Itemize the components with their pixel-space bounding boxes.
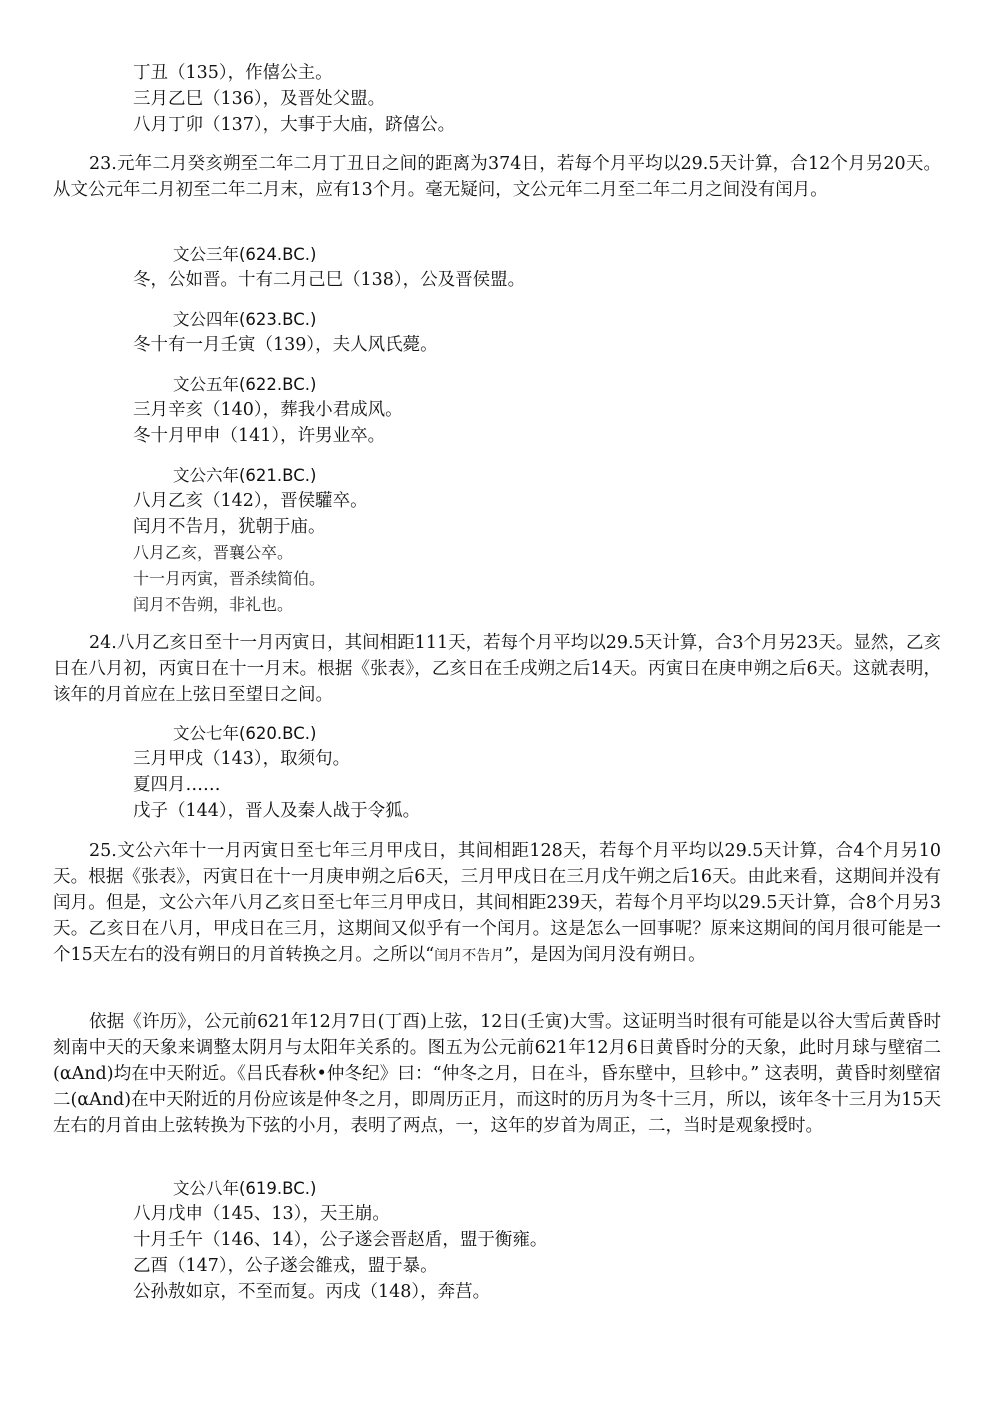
note-25-quote: 闰月不告月 — [434, 948, 505, 964]
text-line: 三月甲戌（143），取须句。 — [133, 749, 351, 769]
text-line: 八月戊申（145、13），天王崩。 — [133, 1204, 390, 1224]
text-line: 闰月不告月，犹朝于庙。 — [133, 517, 326, 537]
quote-line: 十一月丙寅，晋杀续简伯。 — [133, 569, 326, 588]
note-25-main: 25.文公六年十一月丙寅日至七年三月甲戌日，其间相距128天，若每个月平均以29.5天计算，合4个月另10天。根据《张表》，丙寅日在十一月庚申朔之后6天，三月甲戌日在三月戊午朔之后16天。由此来看，这期间并没有闰月。但是，文公六年八月乙亥日至七年三月甲戌日，其间相距239天，若每个月平均以29.5天计算，合8个月另3天。乙亥日在八月，甲戌日在三月，这期间又似乎有一个闰月。这是怎么一回事呢？原来这期间的闰月很可能是一个15天左右的没有朔日的月首转换之月。之所以“ — [53, 841, 941, 965]
quote-line: 八月乙亥，晋襄公卒。 — [133, 543, 294, 562]
note-25-tail: ”，是因为闰月没有朔日。 — [504, 945, 706, 965]
text-line: 公孙敖如京，不至而复。丙戌（148），奔莒。 — [133, 1282, 491, 1302]
text-line: 三月乙巳（136），及晋处父盟。 — [133, 89, 386, 109]
text-line: 冬十月甲申（141），许男业卒。 — [133, 426, 386, 446]
quote-line: 闰月不告朔，非礼也。 — [133, 595, 294, 614]
text-line: 八月丁卯（137），大事于大庙，跻僖公。 — [133, 115, 456, 135]
year-heading: 文公六年(621.BC.) — [173, 466, 317, 485]
note-paragraph-23: 23.元年二月癸亥朔至二年二月丁丑日之间的距离为374日，若每个月平均以29.5天计算，合12个月另20天。从文公元年二月初至二年二月末，应有13个月。毫无疑问，文公元年二月至二年二月之间没有闰月。 — [53, 154, 941, 200]
text-line: 夏四月…… — [133, 775, 221, 795]
year-heading: 文公三年(624.BC.) — [173, 245, 317, 264]
text-line: 冬十有一月壬寅（139），夫人风氏薨。 — [133, 335, 438, 355]
xuli-paragraph: 依据《许历》，公元前621年12月7日(丁酉)上弦，12日(壬寅)大雪。这证明当时很有可能是以谷大雪后黄昏时刻南中天的天象来调整太阴月与太阳年关系的。图五为公元前621年12月6日黄昏时分的天象，此时月球与壁宿二(αAnd)均在中天附近。《吕氏春秋•仲冬纪》曰：“仲冬之月，日在斗，昏东壁中，旦轸中。” 这表明，黄昏时刻壁宿二(αAnd)在中天附近的月份应该是仲冬之月，即周历正月，而这时的历月为冬十三月，所以，该年冬十三月为15天左右的月首由上弦转换为下弦的小月，表明了两点，一，这年的岁首为周正，二，当时是观象授时。 — [53, 1012, 941, 1136]
text-line: 三月辛亥（140），葬我小君成风。 — [133, 400, 403, 420]
text-line: 冬，公如晋。十有二月己巳（138），公及晋侯盟。 — [133, 270, 526, 290]
year-heading: 文公四年(623.BC.) — [173, 310, 317, 329]
text-line: 乙酉（147），公子遂会雒戎，盟于暴。 — [133, 1256, 438, 1276]
text-line: 丁丑（135），作僖公主。 — [133, 63, 333, 83]
year-heading: 文公七年(620.BC.) — [173, 724, 317, 743]
text-line: 戊子（144），晋人及秦人战于令狐。 — [133, 801, 421, 821]
note-paragraph-25 — [53, 838, 941, 969]
note-paragraph-24: 24.八月乙亥日至十一月丙寅日，其间相距111天，若每个月平均以29.5天计算，合3个月另23天。显然，乙亥日在八月初，丙寅日在十一月末。根据《张表》，乙亥日在壬戌朔之后14天。丙寅日在庚申朔之后6天。这就表明，该年的月首应在上弦日至望日之间。 — [53, 633, 941, 705]
year-heading: 文公五年(622.BC.) — [173, 375, 317, 394]
text-line: 八月乙亥（142），晋侯驩卒。 — [133, 491, 368, 511]
text-line: 十月壬午（146、14），公子遂会晋赵盾，盟于衡雍。 — [133, 1230, 548, 1250]
year-heading: 文公八年(619.BC.) — [173, 1179, 317, 1198]
